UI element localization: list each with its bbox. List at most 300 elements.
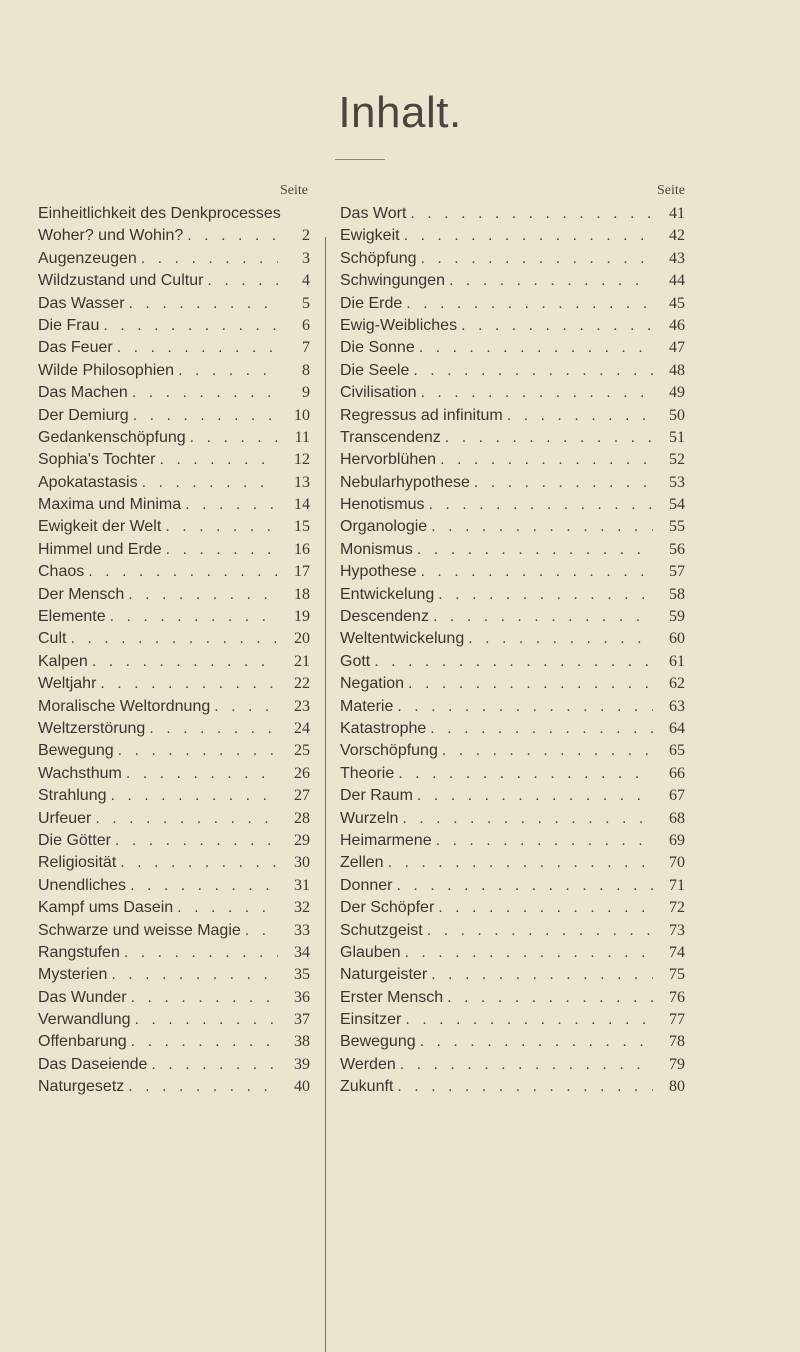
toc-entry [38, 360, 310, 382]
toc-entry [38, 494, 310, 516]
toc-entry [340, 920, 685, 942]
toc-leader-dots [417, 561, 654, 583]
toc-entry-title: Himmel und Erde [38, 540, 162, 558]
toc-leader-dots [470, 472, 653, 494]
toc-entry-page: 26 [294, 764, 310, 782]
toc-entry-page: 52 [669, 451, 685, 469]
toc-entry-page: 58 [669, 585, 685, 603]
toc-leader-dots [416, 1031, 653, 1053]
toc-leader-dots [503, 405, 653, 427]
toc-entry-title: Schutzgeist [340, 921, 423, 939]
toc-leader-dots [370, 651, 653, 673]
toc-entry-page: 16 [294, 540, 310, 558]
toc-entry-page: 69 [669, 831, 685, 849]
toc-entry-page: 79 [669, 1055, 685, 1073]
toc-entry [340, 225, 685, 247]
toc-entry-page: 43 [669, 249, 685, 267]
toc-entry [340, 628, 685, 650]
toc-entry-page: 35 [294, 966, 310, 984]
toc-entry-title: Die Erde [340, 294, 403, 312]
toc-entry-page: 25 [294, 742, 310, 760]
toc-leader-dots [424, 494, 653, 516]
toc-entry-title: Weltentwickelung [340, 630, 465, 648]
toc-entry-title: Gedankenschöpfung [38, 428, 186, 446]
toc-entry [38, 405, 310, 427]
toc-entry-title: Materie [340, 697, 394, 715]
toc-entry-page: 44 [669, 272, 685, 290]
toc-entry-page: 75 [669, 966, 685, 984]
toc-entry-title: Weltjahr [38, 675, 97, 693]
toc-entry [38, 382, 310, 404]
toc-entry-page: 77 [669, 1011, 685, 1029]
toc-entry-page: 22 [294, 675, 310, 693]
toc-entry-page: 10 [294, 406, 310, 424]
toc-entry-title: Gott [340, 652, 371, 670]
toc-entry [38, 830, 310, 852]
toc-entry [340, 203, 685, 225]
toc-entry-title: Die Götter [38, 831, 111, 849]
toc-entry-title: Glauben [340, 943, 401, 961]
toc-leader-dots [394, 763, 653, 785]
toc-entry-page: 80 [669, 1078, 685, 1096]
toc-entry [38, 673, 310, 695]
toc-leader-dots [91, 808, 278, 830]
toc-entry-title: Das Wunder [38, 988, 127, 1006]
toc-entry-title: Zukunft [340, 1078, 394, 1096]
toc-entry-page: 64 [669, 719, 685, 737]
toc-entry-title: Regressus ad infinitum [340, 406, 503, 424]
toc-leader-dots [183, 225, 278, 247]
toc-entry [38, 427, 310, 449]
toc-entry-page: 46 [669, 316, 685, 334]
toc-entry [38, 584, 310, 606]
toc-entry-page: 11 [294, 428, 310, 446]
toc-entry-title: Wurzeln [340, 809, 399, 827]
toc-entry-page: 40 [294, 1078, 310, 1096]
toc-entry-page: 39 [294, 1055, 310, 1073]
toc-leader-dots [384, 852, 653, 874]
toc-entry [340, 539, 685, 561]
toc-entry-page: 34 [294, 943, 310, 961]
toc-entry [38, 1009, 310, 1031]
toc-leader-dots [393, 1076, 653, 1098]
toc-entry-title: Das Daseiende [38, 1055, 148, 1073]
toc-entry-title: Zellen [340, 854, 384, 872]
toc-entry-page: 7 [302, 339, 310, 357]
toc-entry-page: 53 [669, 473, 685, 491]
toc-entry-title: Kalpen [38, 652, 88, 670]
toc-entry-page: 20 [294, 630, 310, 648]
toc-entry-page: 70 [669, 854, 685, 872]
toc-entry-title: Hypothese [340, 563, 417, 581]
toc-leader-dots [124, 1076, 278, 1098]
toc-entry-page: 57 [669, 563, 685, 581]
toc-entry-title: Organologie [340, 518, 428, 536]
toc-leader-dots [203, 270, 278, 292]
toc-list-right [340, 203, 685, 1099]
toc-entry [38, 964, 310, 986]
toc-leader-dots [106, 606, 278, 628]
toc-entry [38, 852, 310, 874]
toc-entry-title: Die Seele [340, 361, 410, 379]
toc-entry [38, 270, 310, 292]
toc-leader-dots [415, 337, 653, 359]
toc-entry-page: 50 [669, 406, 685, 424]
toc-entry [340, 427, 685, 449]
toc-entry [340, 449, 685, 471]
toc-entry-page: 67 [669, 787, 685, 805]
toc-entry [38, 293, 310, 315]
toc-entry [38, 740, 310, 762]
toc-leader-dots [137, 248, 278, 270]
seite-header-left: Seite [280, 183, 308, 198]
toc-entry-page: 65 [669, 742, 685, 760]
toc-entry [38, 651, 310, 673]
toc-entry [38, 1076, 310, 1098]
toc-entry-page: 15 [294, 518, 310, 536]
toc-entry-page: 74 [669, 943, 685, 961]
toc-entry-title: Mysterien [38, 966, 108, 984]
toc-entry-page: 45 [669, 294, 685, 312]
toc-entry-page: 27 [294, 787, 310, 805]
toc-entry-page: 28 [294, 809, 310, 827]
toc-entry [340, 405, 685, 427]
toc-entry-title: Das Wort [340, 205, 407, 222]
toc-entry [38, 696, 310, 718]
toc-entry-page: 48 [669, 361, 685, 379]
toc-entry [340, 785, 685, 807]
toc-entry-title: Rangstufen [38, 943, 120, 961]
toc-entry-page: 47 [669, 339, 685, 357]
toc-leader-dots [396, 1054, 653, 1076]
toc-entry [38, 1054, 310, 1076]
toc-entry [340, 270, 685, 292]
toc-entry [340, 964, 685, 986]
toc-leader-dots [445, 270, 653, 292]
toc-entry [340, 651, 685, 673]
toc-leader-dots [174, 360, 278, 382]
toc-leader-dots [416, 382, 653, 404]
toc-entry [340, 248, 685, 270]
toc-entry-title: Civilisation [340, 384, 417, 402]
toc-entry-title: Entwickelung [340, 585, 435, 603]
toc-leader-dots [113, 337, 278, 359]
toc-leader-dots [427, 516, 653, 538]
toc-entry-page: 61 [669, 652, 685, 670]
toc-leader-dots [120, 942, 278, 964]
toc-leader-dots [145, 718, 278, 740]
toc-leader-dots [392, 875, 653, 897]
toc-entry-title: Bewegung [340, 1033, 416, 1051]
toc-entry-page: 68 [669, 809, 685, 827]
toc-entry [340, 830, 685, 852]
toc-leader-dots [404, 673, 653, 695]
toc-entry-title: Negation [340, 675, 405, 693]
toc-leader-dots [128, 382, 278, 404]
toc-list-left [38, 225, 310, 1098]
toc-entry-title: Katastrophe [340, 719, 427, 737]
toc-entry-title: Das Wasser [38, 294, 125, 312]
column-divider [325, 237, 326, 1352]
toc-entry-title: Ewig-Weibliches [340, 316, 458, 334]
toc-entry [340, 472, 685, 494]
toc-leader-dots [427, 964, 653, 986]
toc-leader-dots [131, 1009, 278, 1031]
toc-leader-dots [173, 897, 278, 919]
toc-entry [340, 740, 685, 762]
toc-leader-dots [443, 987, 653, 1009]
toc-entry [340, 293, 685, 315]
toc-leader-dots [127, 1031, 278, 1053]
toc-entry [340, 584, 685, 606]
toc-entry [38, 606, 310, 628]
toc-entry-page: 49 [669, 384, 685, 402]
toc-entry [38, 539, 310, 561]
toc-entry-page: 56 [669, 540, 685, 558]
toc-leader-dots [441, 427, 653, 449]
toc-entry-page: 41 [669, 205, 685, 222]
toc-entry [340, 561, 685, 583]
toc-entry-title: Die Sonne [340, 339, 415, 357]
toc-entry-page: 3 [302, 249, 310, 267]
toc-entry-page: 36 [294, 988, 310, 1006]
toc-entry-title: Monismus [340, 540, 413, 558]
toc-entry-page: 71 [669, 876, 685, 894]
toc-leader-dots [241, 920, 278, 942]
toc-leader-dots [401, 942, 654, 964]
toc-entry-title: Das Feuer [38, 339, 113, 357]
toc-entry-page: 21 [294, 652, 310, 670]
toc-entry [38, 897, 310, 919]
toc-leader-dots [161, 516, 278, 538]
toc-leader-dots [107, 785, 279, 807]
toc-leader-dots [84, 561, 278, 583]
toc-entry-title: Die Frau [38, 316, 100, 334]
toc-entry [38, 987, 310, 1009]
toc-entry-page: 38 [294, 1033, 310, 1051]
toc-entry-page: 33 [294, 921, 310, 939]
toc-entry [340, 516, 685, 538]
toc-leader-dots [400, 225, 653, 247]
toc-entry-title: Hervorblühen [340, 451, 437, 469]
toc-entry-title: Naturgeister [340, 966, 428, 984]
toc-leader-dots [436, 449, 653, 471]
toc-leader-dots [111, 830, 278, 852]
toc-entry [38, 920, 310, 942]
toc-entry [38, 449, 310, 471]
toc-entry-page: 8 [302, 361, 310, 379]
toc-entry [340, 763, 685, 785]
toc-entry-title: Vorschöpfung [340, 742, 438, 760]
toc-entry-page: 62 [669, 675, 685, 693]
toc-entry-title: Werden [340, 1055, 396, 1073]
toc-entry-title: Strahlung [38, 787, 107, 805]
toc-leader-dots [127, 987, 278, 1009]
toc-entry [38, 1031, 310, 1053]
toc-leader-dots [99, 315, 278, 337]
toc-entry-page: 14 [294, 496, 310, 514]
toc-entry-page: 72 [669, 899, 685, 917]
toc-entry-page: 12 [294, 451, 310, 469]
toc-column-right [340, 183, 685, 1099]
toc-entry-title: Schöpfung [340, 249, 417, 267]
seite-header-right: Seite [657, 183, 685, 198]
toc-leader-dots [432, 830, 653, 852]
toc-entry-page: 60 [669, 630, 685, 648]
toc-entry-title: Wildzustand und Cultur [38, 272, 204, 290]
toc-entry-page: 13 [294, 473, 310, 491]
toc-leader-dots [125, 293, 278, 315]
toc-entry-title: Der Schöpfer [340, 899, 435, 917]
toc-entry-page: 19 [294, 608, 310, 626]
toc-entry-page: 63 [669, 697, 685, 715]
toc-entry-title: Der Mensch [38, 585, 125, 603]
toc-leader-dots [162, 539, 278, 561]
toc-entry-page: 59 [669, 608, 685, 626]
toc-entry [340, 494, 685, 516]
toc-entry-title: Einsitzer [340, 1011, 402, 1029]
toc-entry-page: 30 [294, 854, 310, 872]
toc-entry-page: 51 [669, 428, 685, 446]
toc-entry-title: Weltzerstörung [38, 719, 146, 737]
toc-entry [38, 718, 310, 740]
toc-entry [38, 225, 310, 247]
toc-entry-title: Offenbarung [38, 1033, 127, 1051]
toc-entry [340, 875, 685, 897]
toc-entry [340, 718, 685, 740]
toc-entry-page: 78 [669, 1033, 685, 1051]
toc-entry-page: 55 [669, 518, 685, 536]
toc-entry [340, 897, 685, 919]
toc-leader-dots [107, 964, 278, 986]
toc-leader-dots [186, 427, 278, 449]
toc-leader-dots [129, 405, 278, 427]
toc-entry-title: Chaos [38, 563, 85, 581]
toc-leader-dots [464, 628, 653, 650]
toc-leader-dots [413, 785, 653, 807]
toc-entry [340, 337, 685, 359]
toc-leader-dots [417, 248, 653, 270]
toc-entry-title: Ewigkeit der Welt [38, 518, 162, 536]
toc-leader-dots [138, 472, 278, 494]
toc-entry [340, 1054, 685, 1076]
toc-entry [340, 1076, 685, 1098]
toc-entry-page: 4 [302, 272, 310, 290]
toc-leader-dots [124, 584, 278, 606]
toc-column-left [38, 183, 310, 1099]
toc-leader-dots [147, 1054, 278, 1076]
toc-entry [340, 315, 685, 337]
toc-leader-dots [409, 360, 653, 382]
toc-entry-page: 23 [294, 697, 310, 715]
toc-entry-page: 24 [294, 719, 310, 737]
toc-leader-dots [116, 852, 278, 874]
toc-leader-dots [423, 920, 653, 942]
toc-entry-page: 73 [669, 921, 685, 939]
toc-entry-title: Henotismus [340, 496, 425, 514]
toc-leader-dots [402, 293, 653, 315]
toc-leader-dots [434, 584, 653, 606]
toc-entry-title: Religiosität [38, 854, 117, 872]
toc-entry-title: Schwingungen [340, 272, 445, 290]
toc-entry-title: Moralische Weltordnung [38, 697, 211, 715]
toc-entry-title: Nebularhypothese [340, 473, 470, 491]
toc-entry-title: Donner [340, 876, 393, 894]
toc-entry-title: Urfeuer [38, 809, 92, 827]
toc-leader-dots [393, 696, 653, 718]
toc-entry-page: 17 [294, 563, 310, 581]
toc-entry [340, 696, 685, 718]
toc-entry-page: 2 [302, 227, 310, 245]
toc-entry-title: Augenzeugen [38, 249, 137, 267]
toc-leader-dots [406, 203, 653, 225]
toc-entry [340, 1031, 685, 1053]
toc-leader-dots [438, 740, 653, 762]
toc-entry [38, 561, 310, 583]
toc-leader-dots [114, 740, 278, 762]
toc-leader-dots [96, 673, 278, 695]
toc-entry-title: Bewegung [38, 742, 114, 760]
toc-entry-page: 29 [294, 831, 310, 849]
toc-entry-title: Der Raum [340, 787, 413, 805]
toc-leader-dots [434, 897, 653, 919]
toc-leader-dots [413, 539, 653, 561]
toc-entry-page: 5 [302, 294, 310, 312]
toc-entry-title: Naturgesetz [38, 1078, 125, 1096]
toc-entry-page: 66 [669, 764, 685, 782]
toc-entry-title: Heimarmene [340, 831, 432, 849]
toc-entry-title: Descendenz [340, 608, 429, 626]
toc-leader-dots [429, 606, 653, 628]
toc-leader-dots [401, 1009, 653, 1031]
toc-entry-title: Schwarze und weisse Magie [38, 921, 241, 939]
toc-leader-dots [66, 628, 278, 650]
toc-leader-dots [126, 875, 278, 897]
toc-entry-page: 32 [294, 899, 310, 917]
toc-leader-dots [181, 494, 278, 516]
toc-entry-title: Wachsthum [38, 764, 122, 782]
toc-entry [340, 606, 685, 628]
toc-entry-page: 31 [294, 876, 310, 894]
toc-entry-title: Theorie [340, 764, 395, 782]
toc-leader-dots [398, 808, 653, 830]
toc-entry [340, 673, 685, 695]
toc-entry [38, 763, 310, 785]
toc-entry-page: 9 [302, 384, 310, 402]
toc-entry [340, 852, 685, 874]
toc-entry-title: Ewigkeit [340, 227, 400, 245]
toc-entry-page: 6 [302, 316, 310, 334]
toc-leader-dots [457, 315, 653, 337]
toc-leader-dots [156, 449, 279, 471]
toc-entry [38, 808, 310, 830]
toc-entry-page: 42 [669, 227, 685, 245]
toc-entry-page: 18 [294, 585, 310, 603]
toc-entry-title: Der Demiurg [38, 406, 129, 424]
toc-entry [340, 382, 685, 404]
toc-entry [38, 337, 310, 359]
toc-entry [38, 942, 310, 964]
title-rule [335, 159, 385, 160]
toc-entry-title: Verwandlung [38, 1011, 131, 1029]
toc-leader-dots [426, 718, 653, 740]
toc-entry-title: Kampf ums Dasein [38, 899, 174, 917]
toc-entry [38, 785, 310, 807]
toc-entry-page: 76 [669, 988, 685, 1006]
toc-entry-title: Apokatastasis [38, 473, 138, 491]
toc-entry-title: Sophia's Tochter [38, 451, 156, 469]
toc-entry-title: Cult [38, 630, 67, 648]
